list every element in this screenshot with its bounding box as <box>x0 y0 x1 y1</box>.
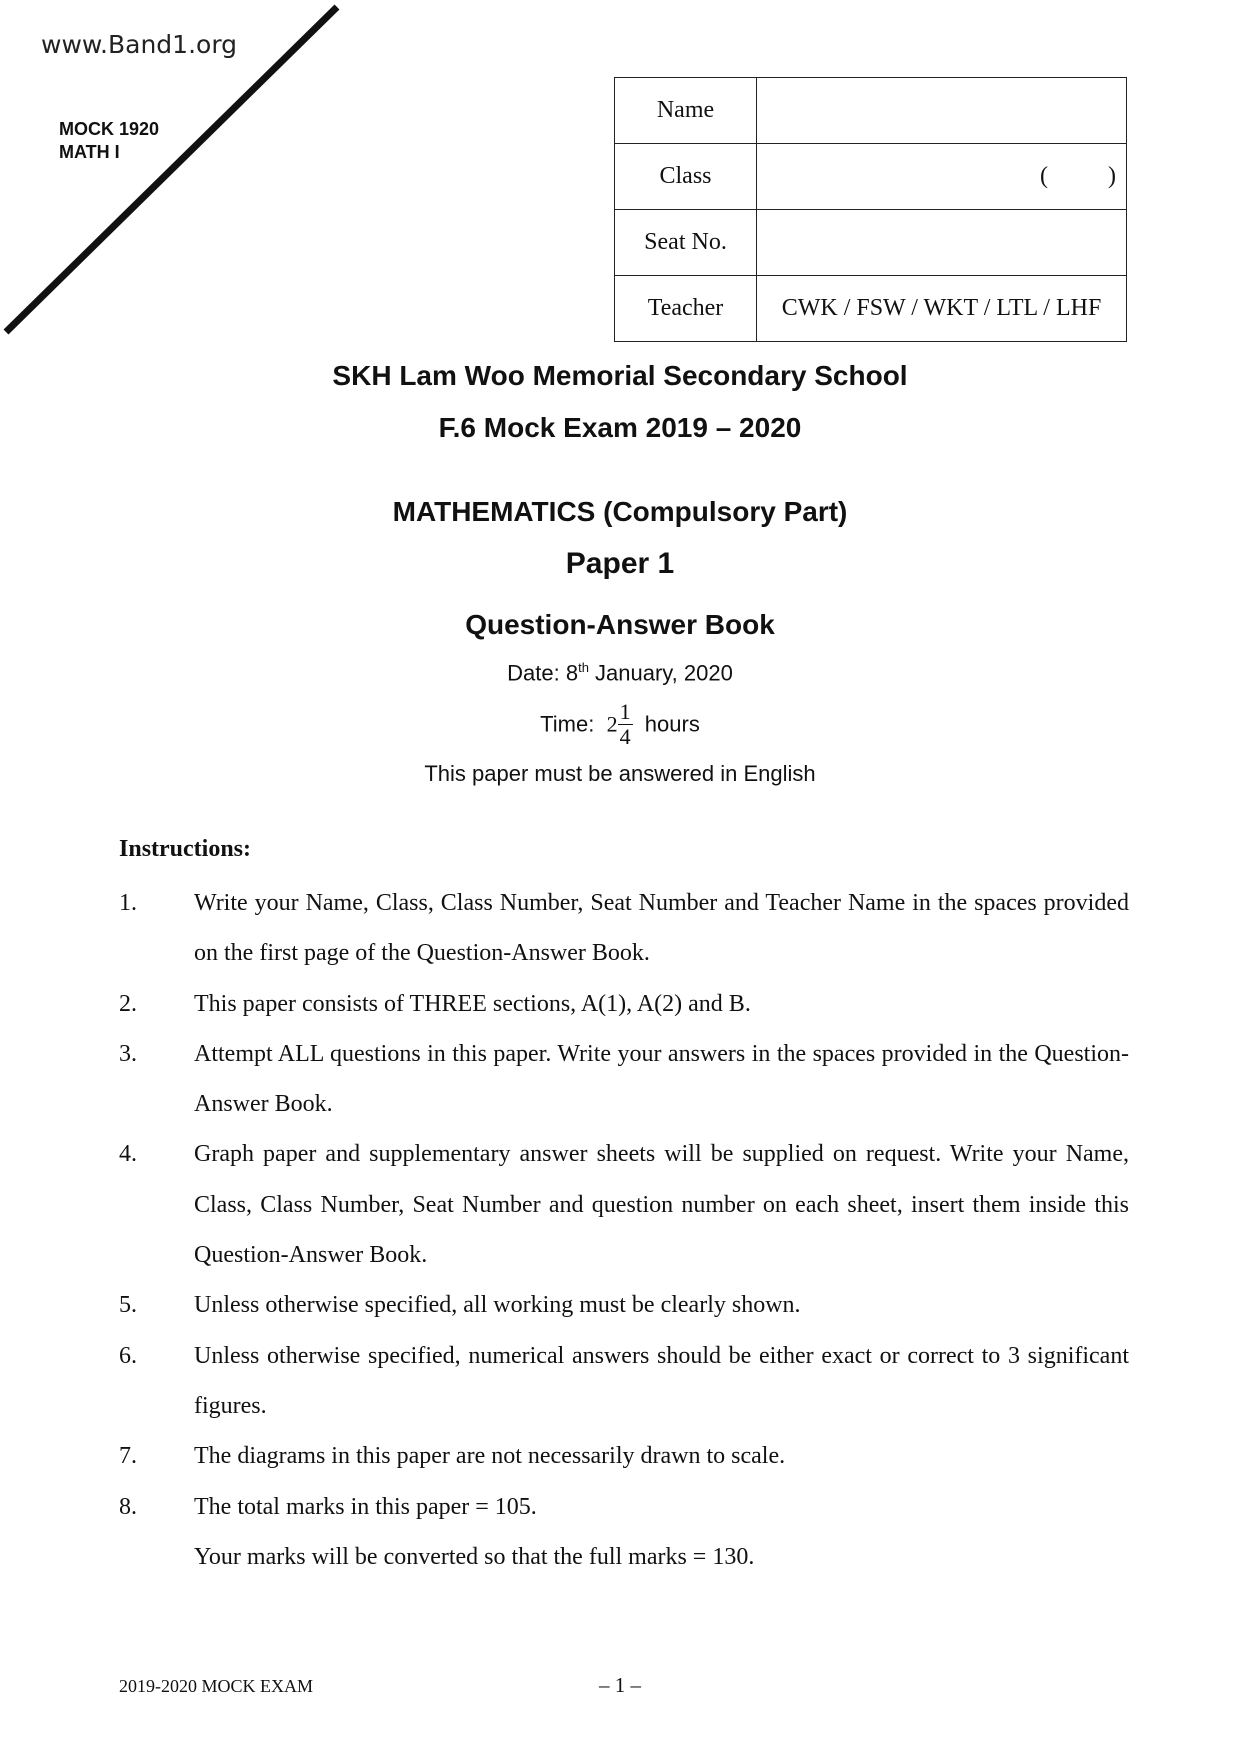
date-ordinal: th <box>578 660 589 675</box>
instructions-title: Instructions: <box>119 836 252 862</box>
exam-title: F.6 Mock Exam 2019 – 2020 <box>438 412 802 443</box>
item-number: 5. <box>119 1292 137 1319</box>
date-rest: January, 2020 <box>588 660 733 686</box>
exam-duration <box>0 700 1240 749</box>
info-row-class <box>615 144 1127 210</box>
date-label: Date: 8 <box>507 660 579 686</box>
item-number: 2. <box>119 990 137 1017</box>
paper-title: Paper 1 <box>565 547 675 580</box>
list-item <box>119 1280 1129 1330</box>
subject-title: MATHEMATICS (Compulsory Part) <box>392 496 848 527</box>
seat-number-field[interactable] <box>757 210 1127 276</box>
info-row-name <box>615 78 1127 144</box>
page-number: – 1 – <box>599 1673 641 1697</box>
item-text: Graph paper and supplementary answer sheets will be supplied on request. Write your Name, Class, Class Number, Seat Number and question number on each sheet, insert them inside this Question-Answer Book. <box>194 1141 1129 1269</box>
list-item <box>119 1129 1129 1280</box>
book-title: Question-Answer Book <box>465 609 775 640</box>
time-unit: hours <box>644 711 700 737</box>
corner-diagonal-line <box>0 0 360 360</box>
list-item <box>119 878 1129 979</box>
exam-date <box>0 660 1240 686</box>
language-note: This paper must be answered in English <box>424 761 816 786</box>
time-numerator: 1 <box>619 699 631 724</box>
item-text: The total marks in this paper = 105. <box>194 1493 537 1520</box>
instructions-list <box>119 878 1129 1582</box>
paper-code-line1: MOCK 1920 <box>59 119 160 139</box>
teacher-options[interactable]: CWK / FSW / WKT / LTL / LHF <box>757 276 1127 342</box>
list-item <box>119 1482 1129 1583</box>
item-number: 4. <box>119 1141 137 1168</box>
school-name: SKH Lam Woo Memorial Secondary School <box>332 360 908 391</box>
item-text: Unless otherwise specified, numerical answers should be either exact or correct to 3 significant figures. <box>194 1342 1129 1419</box>
footer-exam-label: 2019-2020 MOCK EXAM <box>119 1676 314 1696</box>
time-fraction <box>618 700 633 749</box>
info-label-name: Name <box>615 78 757 144</box>
time-label: Time: <box>540 711 595 737</box>
item-number: 3. <box>119 1040 137 1067</box>
candidate-info-table <box>614 77 1127 342</box>
paper-code-line2: MATH I <box>59 142 120 162</box>
name-field[interactable] <box>757 78 1127 144</box>
list-item <box>119 979 1129 1029</box>
item-text: Unless otherwise specified, all working must be clearly shown. <box>194 1292 801 1319</box>
website-url: www.Band1.org <box>41 30 238 59</box>
item-number: 8. <box>119 1493 137 1520</box>
item-text: Attempt ALL questions in this paper. Write your answers in the spaces provided in the Question-Answer Book. <box>194 1040 1129 1118</box>
info-label-seat: Seat No. <box>615 210 757 276</box>
item-text: This paper consists of THREE sections, A(1), A(2) and B. <box>194 990 751 1017</box>
info-label-class: Class <box>615 144 757 210</box>
list-item <box>119 1431 1129 1481</box>
item-text: Write your Name, Class, Class Number, Seat Number and Teacher Name in the spaces provided on the first page of the Question-Answer Book. <box>194 890 1129 967</box>
list-item <box>119 1331 1129 1432</box>
info-label-teacher: Teacher <box>615 276 757 342</box>
time-denominator: 4 <box>619 724 631 749</box>
class-field[interactable] <box>757 144 1127 210</box>
info-row-teacher <box>615 276 1127 342</box>
item-text-extra: Your marks will be converted so that the full marks = 130. <box>194 1543 755 1570</box>
item-number: 6. <box>119 1342 137 1369</box>
item-text-group <box>194 1482 1129 1583</box>
item-number: 7. <box>119 1443 137 1470</box>
time-whole: 2 <box>606 711 618 737</box>
item-number: 1. <box>119 890 137 916</box>
info-row-seat <box>615 210 1127 276</box>
class-number-parentheses: ( ) <box>1040 163 1116 189</box>
list-item <box>119 1029 1129 1130</box>
item-text: The diagrams in this paper are not necessarily drawn to scale. <box>194 1443 786 1470</box>
